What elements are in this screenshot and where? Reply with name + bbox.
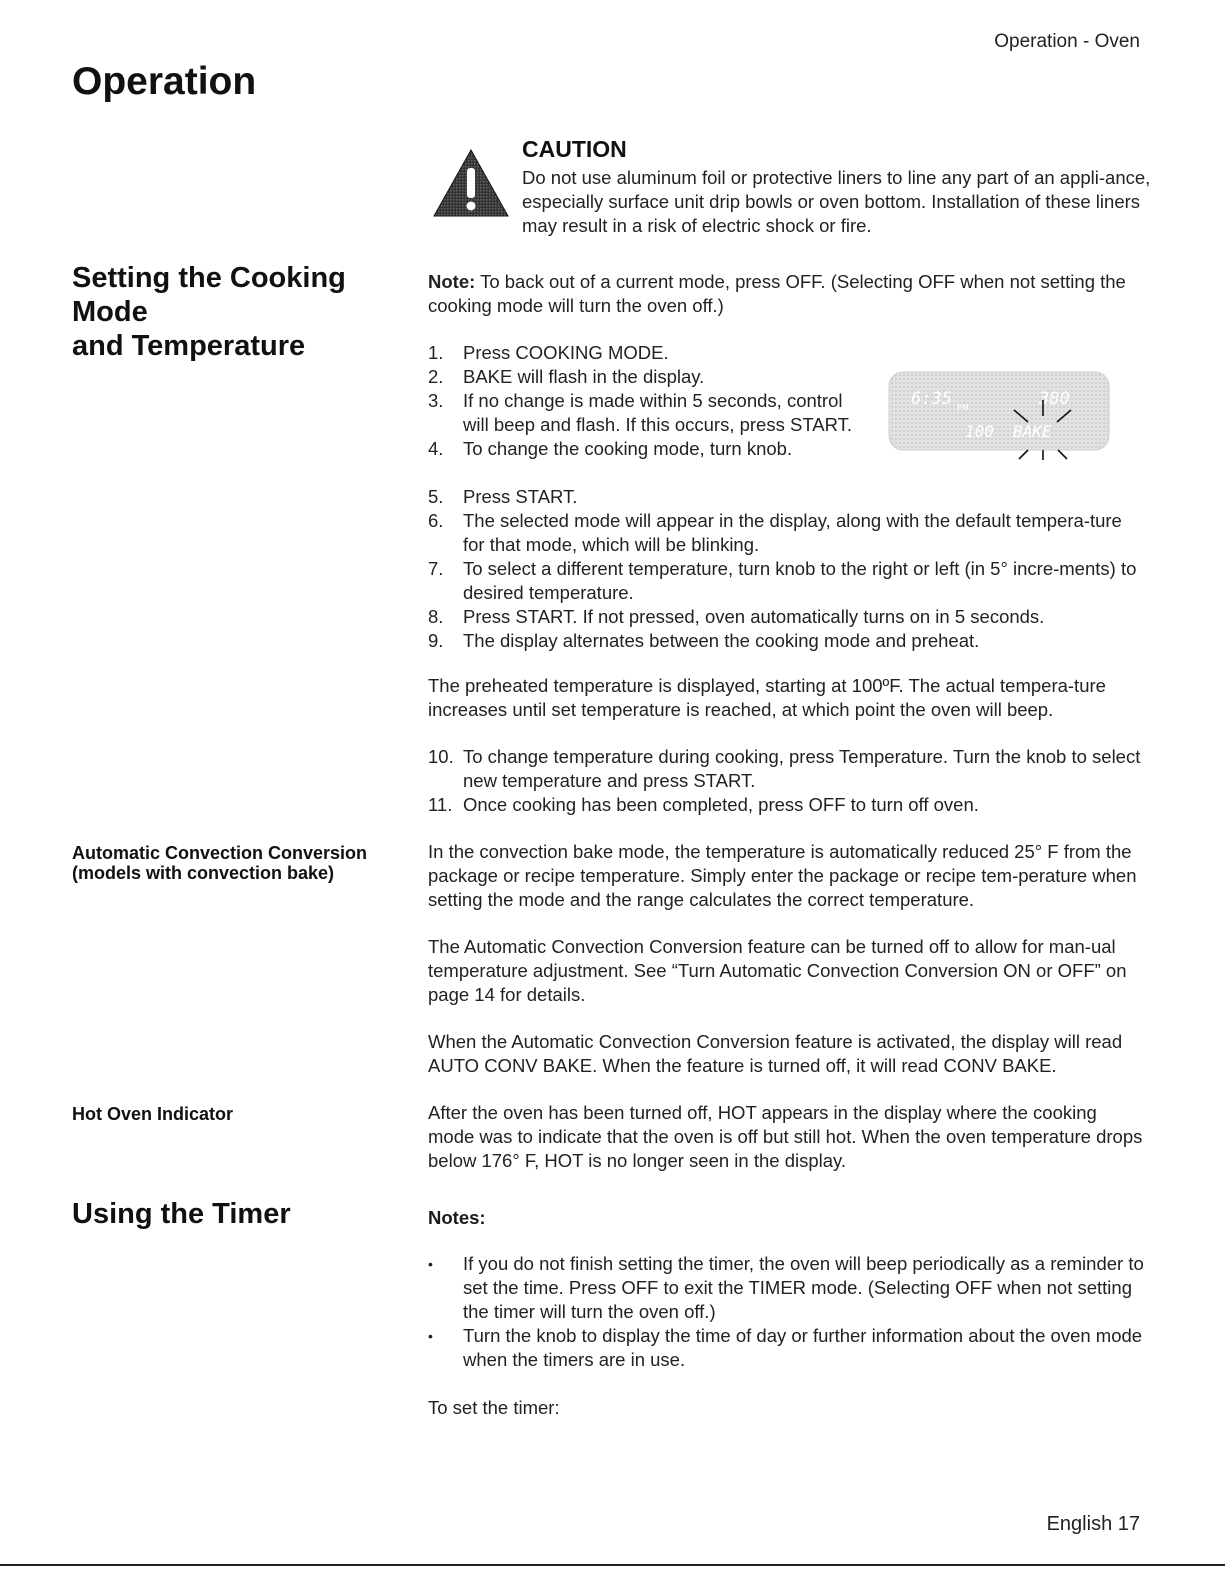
list-item: 8. Press START. If not pressed, oven automatically turns on in 5 seconds. bbox=[428, 606, 1045, 627]
display-pm: PM bbox=[957, 403, 969, 412]
hot-oven-heading: Hot Oven Indicator bbox=[72, 1104, 234, 1124]
steps-list-top bbox=[428, 341, 868, 461]
list-item: 5. Press START. bbox=[428, 486, 578, 507]
heading-line: and Temperature bbox=[72, 330, 306, 362]
page-number: English 17 bbox=[1046, 1513, 1140, 1535]
timer-heading: Using the Timer bbox=[72, 1198, 291, 1230]
list-item: 11. Once cooking has been completed, press OFF to turn off oven. bbox=[428, 794, 979, 815]
set-timer-text: To set the timer: bbox=[428, 1397, 560, 1418]
section-heading-setting-mode bbox=[72, 261, 346, 363]
display-mode: BAKE bbox=[1013, 422, 1052, 441]
caution-title: CAUTION bbox=[522, 136, 627, 162]
note-label: Note: bbox=[428, 271, 476, 292]
bottom-divider bbox=[0, 1564, 1225, 1566]
running-header: Operation - Oven bbox=[994, 31, 1140, 52]
list-item: 9. The display alternates between the cooking mode and preheat. bbox=[428, 630, 980, 651]
note-paragraph bbox=[428, 270, 1148, 318]
list-item: 2. BAKE will flash in the display. bbox=[428, 366, 705, 387]
page-title: Operation bbox=[72, 60, 257, 103]
list-item: • Turn the knob to display the time of day or further information about the oven mode when the timers are in use. bbox=[428, 1324, 1148, 1372]
display-time: 6:35 bbox=[911, 389, 952, 409]
heading-line: Mode bbox=[72, 296, 148, 328]
steps-list-bottom bbox=[428, 485, 1148, 653]
list-item: 10. To change temperature during cooking, press Temperature. Turn the knob to select new temperature and press START. bbox=[428, 746, 1141, 791]
display-temp: 380 bbox=[1039, 389, 1070, 409]
convection-paragraph-3: When the Automatic Convection Conversion feature is activated, the display will read AUTO CONV BAKE. When the feature is turned off, it will read CONV BAKE. bbox=[428, 1031, 1123, 1076]
steps-list-final bbox=[428, 745, 1148, 817]
oven-display-illustration bbox=[887, 370, 1111, 460]
list-item: 4. To change the cooking mode, turn knob. bbox=[428, 438, 793, 459]
list-item: 3. If no change is made within 5 seconds, control will beep and flash. If this occurs, press START. bbox=[428, 390, 853, 435]
convection-heading: Automatic Convection Conversion (models with convection bake) bbox=[72, 843, 368, 883]
heading-line: Setting the Cooking bbox=[72, 262, 346, 294]
list-item: 6. The selected mode will appear in the display, along with the default tempera-ture for that mode, which will be blinking. bbox=[428, 510, 1122, 555]
convection-paragraph-2: The Automatic Convection Conversion feature can be turned off to allow for man-ual temperature adjustment. See “Turn Automatic Convection Conversion ON or OFF” on page 14 for details. bbox=[428, 936, 1127, 1005]
list-item: 1. Press COOKING MODE. bbox=[428, 342, 669, 363]
hot-oven-paragraph: After the oven has been turned off, HOT appears in the display where the cooking mode was to indicate that the oven is off but still hot. When the oven temperature drops below 176° F, HOT is no longer seen in the display. bbox=[428, 1102, 1143, 1171]
list-item: • If you do not finish setting the timer, the oven will beep periodically as a reminder to set the time. Press OFF to exit the TIMER mode. (Selecting OFF when not setting the timer will turn the oven off.) bbox=[428, 1252, 1148, 1324]
preheat-paragraph: The preheated temperature is displayed, starting at 100ºF. The actual tempera-ture increases until set temperature is reached, at which point the oven will beep. bbox=[428, 675, 1106, 720]
convection-paragraph-1: In the convection bake mode, the temperature is automatically reduced 25° F from the package or recipe temperature. Simply enter the package or recipe tem-perature when setting the mode and the range calculates the correct temperature. bbox=[428, 841, 1137, 910]
caution-text: Do not use aluminum foil or protective liners to line any part of an appli-ance, especially surface unit drip bowls or oven bottom. Installation of these liners may result in a risk of electric shock or fire. bbox=[522, 167, 1151, 236]
list-item: 7. To select a different temperature, turn knob to the right or left (in 5° incre-ments) to desired temperature. bbox=[428, 558, 1137, 603]
warning-icon bbox=[432, 148, 510, 218]
notes-label: Notes: bbox=[428, 1207, 486, 1228]
timer-notes-list bbox=[428, 1252, 1148, 1372]
note-text: To back out of a current mode, press OFF. (Selecting OFF when not setting the cooking mode will turn the oven off.) bbox=[428, 271, 1126, 316]
display-preheat: 100 bbox=[965, 422, 994, 441]
